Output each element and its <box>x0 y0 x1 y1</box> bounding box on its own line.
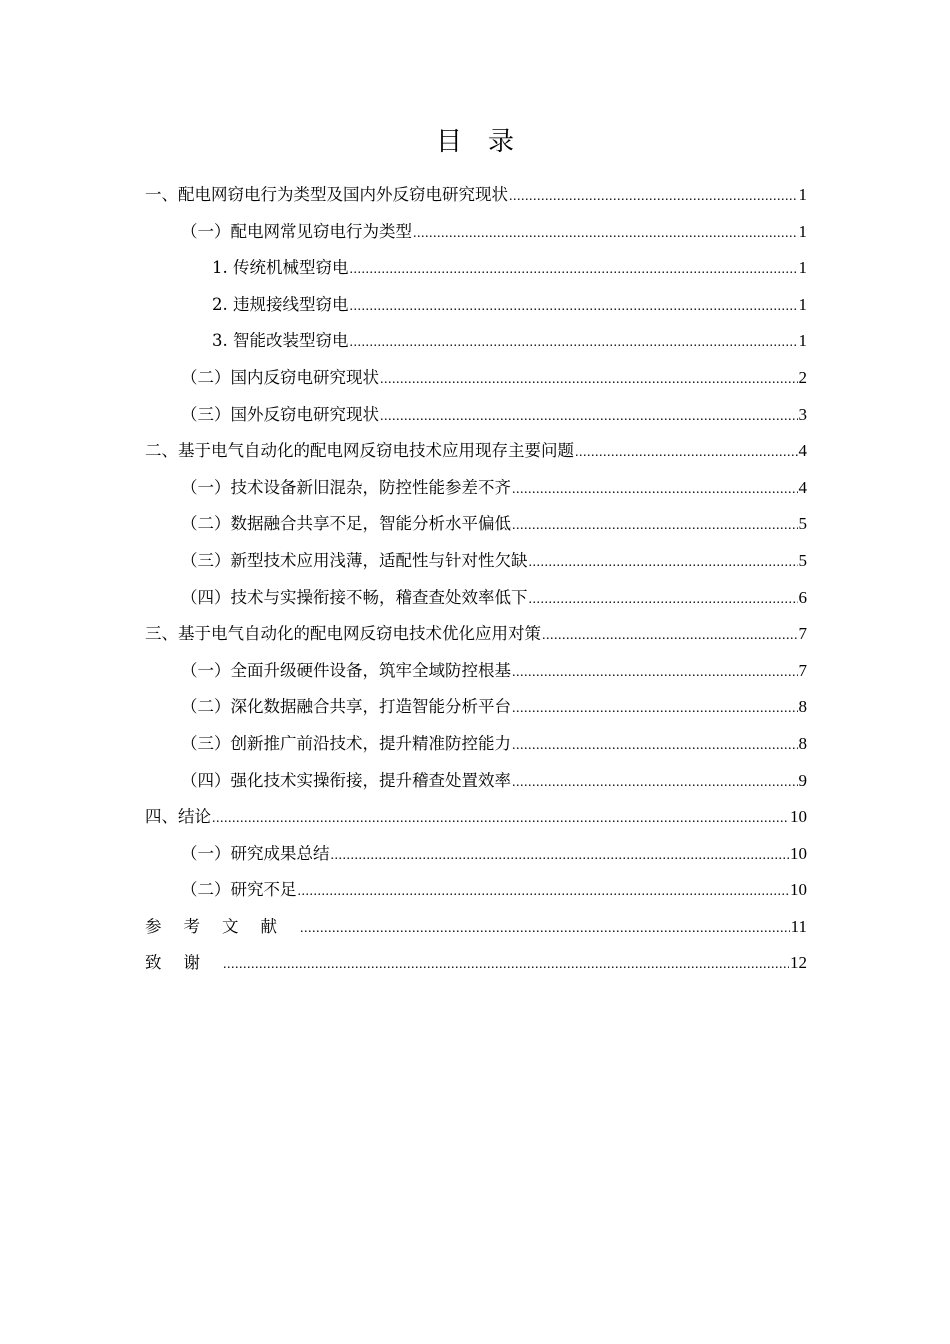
toc-page-number: 9 <box>798 770 807 790</box>
toc-dot-leader <box>509 179 798 216</box>
toc-entry-label: （四）技术与实操衔接不畅，稽查查处效率低下 <box>181 587 528 607</box>
toc-entry[interactable] <box>145 945 807 982</box>
toc-dot-leader <box>512 508 798 545</box>
toc-entry-label: （二）国内反窃电研究现状 <box>181 367 379 387</box>
toc-entry-label: 三、基于电气自动化的配电网反窃电技术优化应用对策 <box>145 624 541 644</box>
toc-dot-leader <box>212 801 789 838</box>
toc-entry-label: （三）国外反窃电研究现状 <box>181 404 379 424</box>
toc-list <box>145 177 807 982</box>
toc-entry[interactable] <box>145 726 807 763</box>
toc-dot-leader <box>380 399 798 436</box>
toc-page-number: 11 <box>790 916 807 936</box>
toc-entry[interactable] <box>145 580 807 617</box>
toc-page-number: 10 <box>790 807 807 827</box>
toc-page-number: 1 <box>798 221 807 241</box>
toc-page-number: 6 <box>798 587 807 607</box>
toc-dot-leader <box>223 947 789 984</box>
toc-entry[interactable] <box>145 799 807 836</box>
toc-entry-label: （三）新型技术应用浅薄，适配性与针对性欠缺 <box>181 550 528 570</box>
toc-entry-label: （三）创新推广前沿技术，提升精准防控能力 <box>181 733 511 753</box>
toc-entry-label: （二）深化数据融合共享，打造智能分析平台 <box>181 697 511 717</box>
toc-dot-leader <box>512 655 798 692</box>
toc-page-number: 12 <box>790 953 807 973</box>
toc-title: 目录 <box>435 127 540 157</box>
toc-entry[interactable] <box>145 836 807 873</box>
toc-page-number: 5 <box>798 514 807 534</box>
toc-page-number: 1 <box>798 185 807 204</box>
toc-dot-leader <box>512 728 798 765</box>
toc-dot-leader <box>512 472 798 509</box>
toc-page-number: 7 <box>798 660 807 680</box>
toc-entry-label: （四）强化技术实操衔接，提升稽查处置效率 <box>181 770 511 790</box>
toc-entry[interactable] <box>145 177 807 214</box>
toc-dot-leader <box>298 874 790 911</box>
toc-entry-label: 参考文献 <box>145 916 299 936</box>
toc-page-number: 4 <box>798 477 807 497</box>
toc-entry[interactable] <box>145 506 807 543</box>
toc-entry-label: 2. 违规接线型窃电 <box>212 294 349 314</box>
toc-page-number: 10 <box>790 880 807 900</box>
toc-entry[interactable] <box>145 433 807 470</box>
toc-entry[interactable] <box>145 689 807 726</box>
toc-page-number: 4 <box>798 441 807 461</box>
toc-entry[interactable] <box>145 470 807 507</box>
toc-dot-leader <box>542 618 798 655</box>
toc-entry-label: 致谢 <box>145 953 222 973</box>
toc-page-number: 8 <box>798 697 807 717</box>
toc-dot-leader <box>575 435 798 472</box>
toc-page-number: 2 <box>798 367 807 387</box>
toc-entry-label: （一）配电网常见窃电行为类型 <box>181 221 412 241</box>
toc-entry-label: 二、基于电气自动化的配电网反窃电技术应用现存主要问题 <box>145 441 574 461</box>
toc-page-number: 1 <box>798 331 807 351</box>
toc-page-number: 5 <box>798 550 807 570</box>
toc-dot-leader <box>413 216 798 253</box>
toc-entry[interactable] <box>145 214 807 251</box>
toc-page-number: 8 <box>798 733 807 753</box>
toc-dot-leader <box>331 838 790 875</box>
toc-entry[interactable] <box>145 543 807 580</box>
toc-dot-leader <box>512 691 798 728</box>
toc-entry[interactable] <box>145 653 807 690</box>
toc-entry[interactable] <box>145 397 807 434</box>
toc-entry[interactable] <box>145 360 807 397</box>
toc-dot-leader <box>529 545 798 582</box>
toc-dot-leader <box>350 252 798 289</box>
toc-entry-label: 四、结论 <box>145 807 211 827</box>
toc-entry[interactable] <box>145 872 807 909</box>
toc-entry[interactable] <box>145 616 807 653</box>
toc-page-number: 7 <box>798 624 807 644</box>
toc-dot-leader <box>512 765 798 802</box>
toc-entry[interactable] <box>145 763 807 800</box>
toc-entry-label: （一）技术设备新旧混杂，防控性能参差不齐 <box>181 477 511 497</box>
toc-dot-leader <box>300 911 790 948</box>
toc-dot-leader <box>350 289 798 326</box>
toc-entry-label: （一）研究成果总结 <box>181 843 330 863</box>
toc-entry-label: 3. 智能改装型窃电 <box>212 331 349 351</box>
toc-page-number: 1 <box>798 258 807 278</box>
toc-page-number: 10 <box>790 843 807 863</box>
toc-entry-label: 1. 传统机械型窃电 <box>212 258 349 278</box>
toc-entry[interactable] <box>145 287 807 324</box>
toc-entry[interactable] <box>145 909 807 946</box>
toc-dot-leader <box>380 362 798 399</box>
toc-page-number: 3 <box>798 404 807 424</box>
toc-page-number: 1 <box>798 294 807 314</box>
toc-entry[interactable] <box>145 250 807 287</box>
toc-entry-label: （一）全面升级硬件设备，筑牢全域防控根基 <box>181 660 511 680</box>
toc-entry-label: （二）研究不足 <box>181 880 297 900</box>
toc-entry[interactable] <box>145 323 807 360</box>
toc-dot-leader <box>529 582 798 619</box>
toc-dot-leader <box>350 325 798 362</box>
toc-entry-label: （二）数据融合共享不足，智能分析水平偏低 <box>181 514 511 534</box>
toc-entry-label: 一、配电网窃电行为类型及国内外反窃电研究现状 <box>145 185 508 204</box>
